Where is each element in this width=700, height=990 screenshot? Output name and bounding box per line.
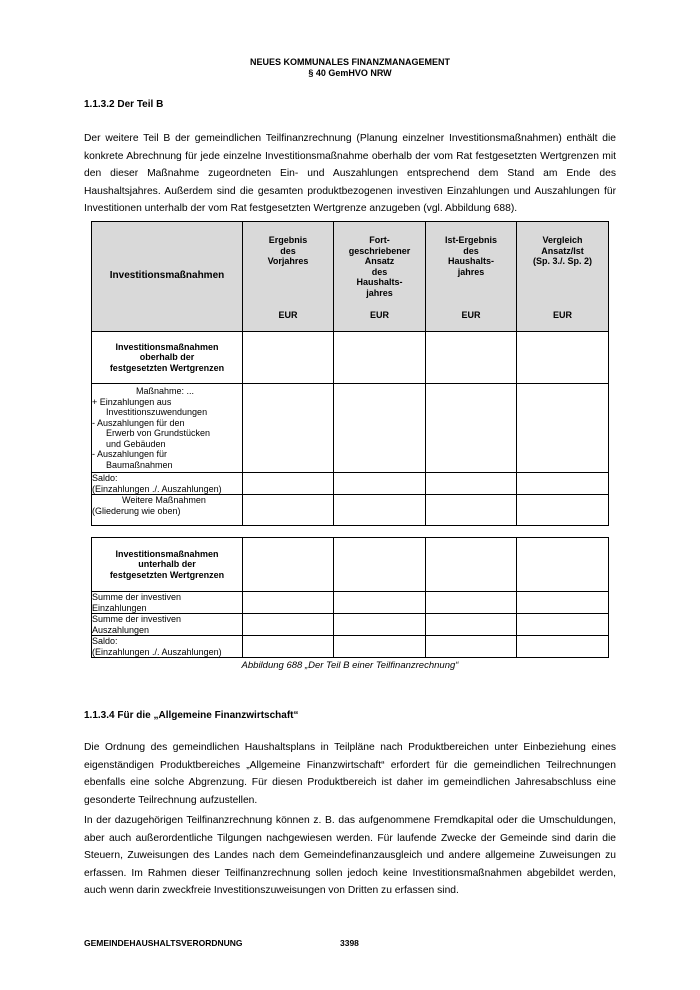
col-header-actual-result: Ist-Ergebnis des Haushalts- jahres EUR — [426, 222, 517, 332]
page-number: 3398 — [340, 938, 359, 948]
section-heading-teil-b: 1.1.3.2 Der Teil B — [84, 99, 164, 110]
figure-caption: Abbildung 688 „Der Teil B einer Teilfinanzrechnung“ — [241, 660, 459, 671]
measure-detail-row: Maßnahme: ... + Einzahlungen aus Investitionszuwendungen - Auszahlungen für den Erwerb von Grundstücken und Gebäuden - Auszahlungen für Baumaßnahmen — [92, 384, 243, 473]
col-header-prior-result: Ergebnis des Vorjahres EUR — [243, 222, 334, 332]
block-title-above: Investitionsmaßnahmen oberhalb der festgesetzten Wertgrenzen — [92, 332, 243, 384]
col-header-comparison: Vergleich Ansatz/Ist (Sp. 3./. Sp. 2) EUR — [517, 222, 609, 332]
sum-outflows-row: Summe der investiven Auszahlungen — [92, 614, 243, 636]
page-header — [0, 57, 700, 79]
table-above-limits — [91, 221, 609, 526]
unit-label: EUR — [461, 309, 481, 320]
section-paragraph-teil-b: Der weitere Teil B der gemeindlichen Teilfinanzrechnung (Planung einzelner Investitionsmaßnahmen) enthält die konkrete Abrechnung für jede einzelne Investitionsmaßnahme oberhalb der vom Rat festgesetzten Wertgrenzen mit den dieser Maßnahme zugeordneten Ein- und Auszahlungen entsprechend dem Stand am Ende des Haushaltsjahres. Außerdem sind die gesamten produktbezogenen investiven Einzahlungen und Auszahlungen für Investitionen unterhalb der vom Rat festgesetzten Wertgrenze anzugeben (vgl. Abbildung 688). — [84, 133, 616, 215]
unit-label: EUR — [552, 309, 572, 320]
saldo-row: Saldo: (Einzahlungen ./. Auszahlungen) — [92, 473, 243, 495]
block-title-below: Investitionsmaßnahmen unterhalb der festgesetzten Wertgrenzen — [92, 538, 243, 592]
table-below-limits — [91, 537, 609, 658]
col-header-measures: Investitionsmaßnahmen — [92, 222, 243, 332]
unit-label: EUR — [369, 309, 389, 320]
further-measures-row: Weitere Maßnahmen (Gliederung wie oben) — [92, 495, 243, 526]
footer-title: GEMEINDEHAUSHALTSVERORDNUNG — [84, 938, 243, 948]
col-header-updated-budget: Fort- geschriebener Ansatz des Haushalts- jahres EUR — [334, 222, 426, 332]
header-title: NEUES KOMMUNALES FINANZMANAGEMENT — [250, 57, 450, 67]
sum-inflows-row: Summe der investiven Einzahlungen — [92, 592, 243, 614]
section-heading-finanzwirtschaft: 1.1.3.4 Für die „Allgemeine Finanzwirtschaft“ — [84, 710, 299, 721]
saldo-row-below: Saldo: (Einzahlungen ./. Auszahlungen) — [92, 636, 243, 658]
section-paragraph-1: Die Ordnung des gemeindlichen Haushaltsplans in Teilpläne nach Produktbereichen unter Einbeziehung eines eigenständigen Produktbereiches „Allgemeine Finanzwirtschaft“ erfordert für die gemeindlichen Teilrechnungen ebenfalls eine solche Abgrenzung. Für diesen Produktbereich ist daher im gemeindlichen Jahresabschluss eine gesonderte Teilrechnung aufzustellen. — [84, 742, 616, 806]
unit-label: EUR — [278, 309, 298, 320]
section-paragraph-2: In der dazugehörigen Teilfinanzrechnung können z. B. das aufgenommene Fremdkapital oder die Umschuldungen, aber auch außerordentliche Tilgungen nachgewiesen werden. Für laufende Zwecke der Gemeinde sind darin die Steuern, Zuweisungen des Landes nach dem Gemeindefinanzausgleich und andere allgemeine Zuweisungen zu erfassen. Im Rahmen dieser Teilfinanzrechnung sollen jedoch keine Investitionsmaßnahmen abgebildet werden, auch wenn darin zweckfreie Investitionszuweisungen von Dritten zu erfassen sind. — [84, 815, 616, 897]
header-subtitle: § 40 GemHVO NRW — [308, 68, 392, 78]
